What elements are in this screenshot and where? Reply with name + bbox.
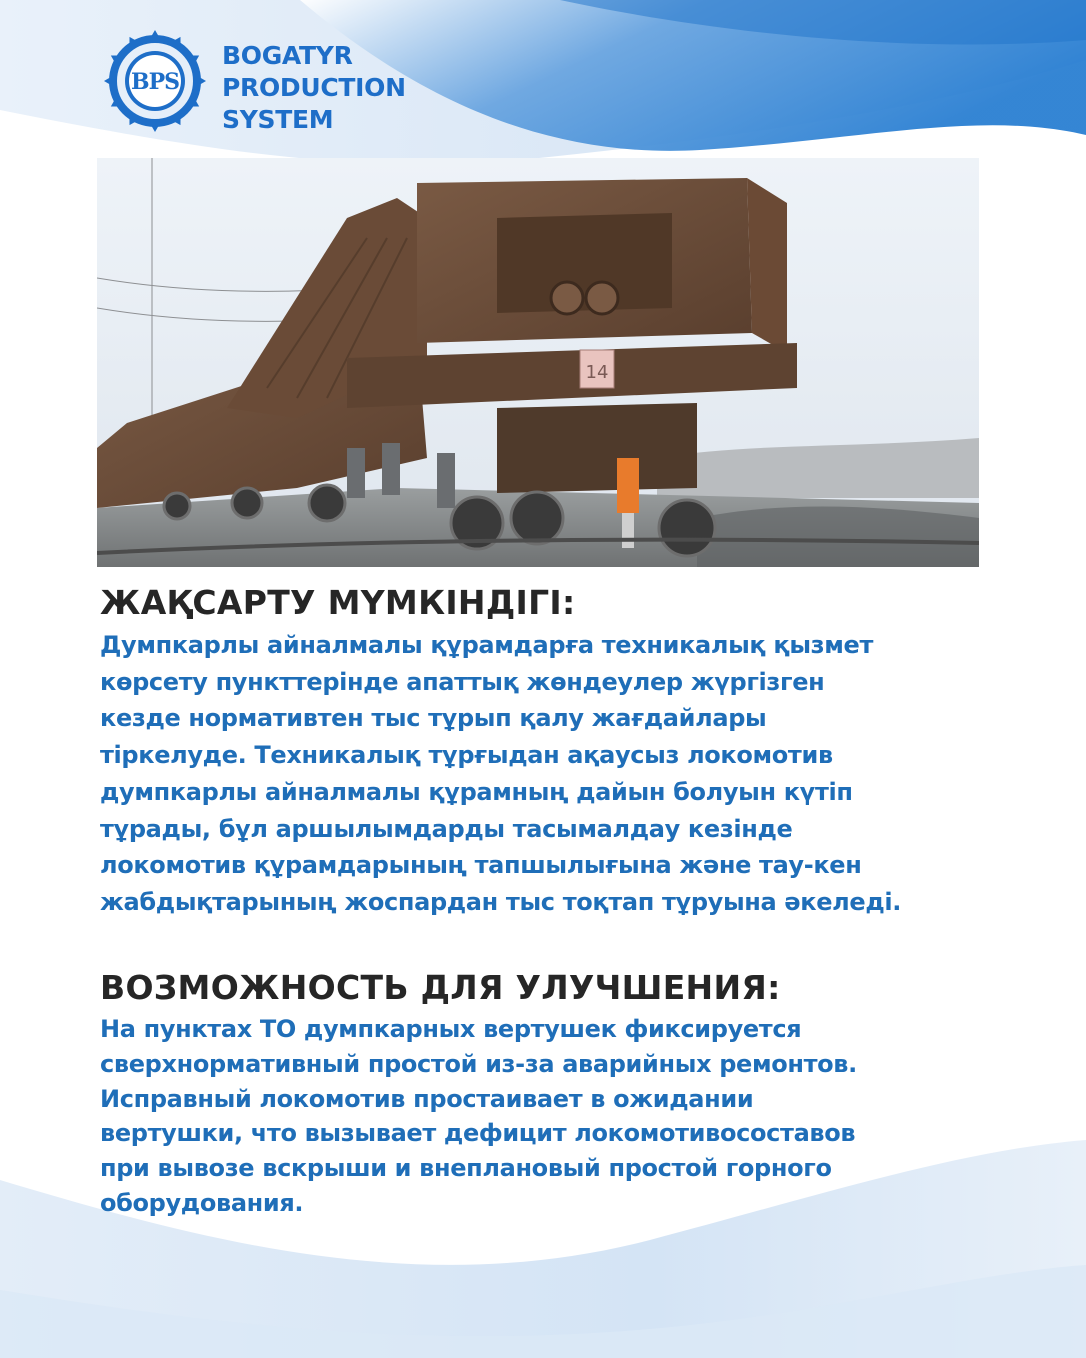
logo-monogram: BPS (130, 69, 180, 95)
brand-logo (100, 26, 440, 138)
bps-gear-icon (100, 26, 210, 136)
wagon-number: 14 (585, 362, 609, 383)
section-heading: ЖАҚСАРТУ МҮМКІНДІГІ: (100, 583, 576, 622)
body-line: кезде нормативтен тыс тұрып қалу жағдайлары (100, 704, 767, 733)
body-line: тіркелуде. Техникалық тұрғыдан ақаусыз локомотив (100, 741, 833, 770)
body-line: Исправный локомотив простаивает в ожидании (100, 1084, 754, 1113)
body-line: На пунктах ТО думпкарных вертушек фиксируется (100, 1015, 802, 1043)
brand-name-line: SYSTEM (222, 105, 334, 134)
body-line: при вывозе вскрыши и внеплановый простой горного (100, 1154, 832, 1183)
body-line: Думпкарлы айналмалы құрамдарға техникалық қызмет (100, 631, 874, 659)
dumpcar-photo (97, 158, 979, 567)
body-line: вертушки, что вызывает дефицит локомотивосоставов (100, 1119, 856, 1148)
body-line: тұрады, бұл аршылымдарды тасымалдау кезінде (100, 814, 793, 843)
section-heading: ВОЗМОЖНОСТЬ ДЛЯ УЛУЧШЕНИЯ: (100, 968, 781, 1007)
brand-name-line: PRODUCTION (222, 73, 406, 102)
section-body (100, 1012, 1000, 1221)
brand-name-line: BOGATYR (222, 41, 353, 70)
section-russian (100, 968, 1000, 1221)
body-line: локомотив құрамдарының тапшылығына және тау-кен (100, 851, 862, 880)
section-kazakh (100, 583, 1000, 921)
brand-name (222, 40, 406, 136)
body-line: жабдықтарының жоспардан тыс тоқтап тұруына әкеледі. (100, 887, 902, 916)
body-line: көрсету пункттерінде апаттық жөндеулер жүргізген (100, 667, 825, 696)
body-line: думпкарлы айналмалы құрамның дайын болуын күтіп (100, 777, 853, 806)
body-line: сверхнормативный простой из-за аварийных ремонтов. (100, 1049, 857, 1078)
section-body (100, 627, 1000, 921)
body-line: оборудования. (100, 1188, 304, 1217)
